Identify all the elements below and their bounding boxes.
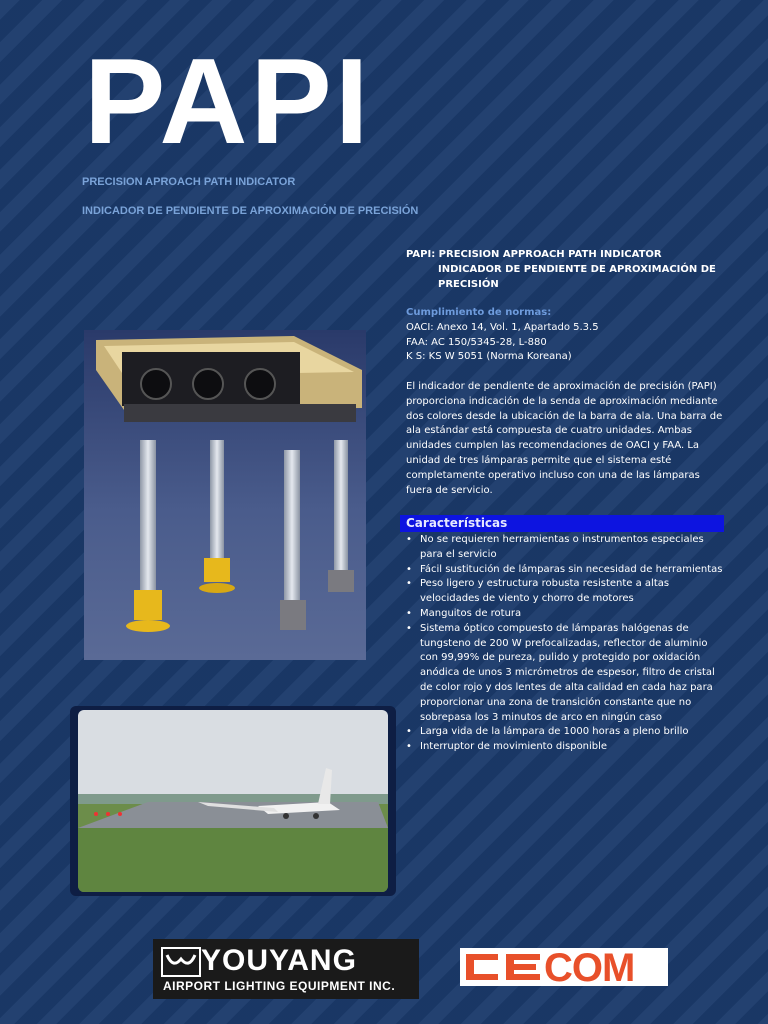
papi-unit-photo	[84, 330, 366, 660]
norm-item: K S: KS W 5051 (Norma Koreana)	[406, 351, 572, 363]
bullet-icon: •	[406, 607, 412, 619]
runway-photo	[70, 706, 396, 896]
list-item-text: Larga vida de la lámpara de 1000 horas a pleno brillo	[420, 726, 689, 738]
cecom-ce-mark-icon	[462, 948, 546, 986]
features-heading: Características	[400, 515, 724, 532]
list-item	[406, 622, 724, 726]
cecom-logo	[460, 946, 668, 990]
papi-header-line2: INDICADOR DE PENDIENTE DE APROXIMACIÓN DE	[438, 263, 716, 275]
runway-illustration	[78, 710, 388, 892]
papi-unit-illustration	[84, 330, 366, 660]
list-item	[406, 563, 724, 578]
bullet-icon: •	[406, 726, 412, 738]
norms-section	[406, 306, 724, 365]
list-item	[406, 725, 724, 740]
list-item-text: Interruptor de movimiento disponible	[420, 741, 608, 753]
bullet-icon: •	[406, 578, 412, 590]
bullet-icon: •	[406, 534, 412, 545]
list-item-text: Manguitos de rotura	[420, 607, 522, 619]
description-paragraph: El indicador de pendiente de aproximación de precisión (PAPI) proporciona indicación de la senda de aproximación mediante dos colores desde la ubicación de la barra de ala. Una barra de ala estándar está compuesta de cuatro unidades. Ambas unidades cumplen las recomendaciones de OACI y FAA. La unidad de tres lámparas permite que el sistema esté completamente operativo incluso con una de las lámparas fuera de servicio.	[406, 381, 723, 496]
subtitle-spanish: INDICADOR DE PENDIENTE DE APROXIMACIÓN DE PRECISIÓN	[82, 205, 419, 217]
subtitle-english: PRECISION APROACH PATH INDICATOR	[82, 176, 296, 188]
features-list	[406, 533, 724, 755]
youyang-logo	[153, 939, 419, 999]
list-item-text: Sistema óptico compuesto de lámparas halógenas de tungsteno de 200 W prefocalizadas, reflector de aluminio con 99,99% de pureza, pulido y protegido por oxidación anódica de unos 3 micrómetros de espesor, filtro de cristal de color rojo y dos lentes de alta calidad en cada haz para proporcionar una zona de transición constante que no sobrepasa los 3 minutos de arco en ningún caso	[420, 622, 715, 723]
papi-header-line1: PAPI: PRECISION APPROACH PATH INDICATOR	[406, 249, 662, 260]
list-item	[406, 607, 724, 622]
norms-heading: Cumplimiento de normas:	[406, 307, 552, 318]
list-item-text: Peso ligero y estructura robusta resistente a altas velocidades de viento y chorro de motores	[420, 578, 670, 605]
bullet-icon: •	[406, 563, 412, 575]
youyang-tagline: AIRPORT LIGHTING EQUIPMENT INC.	[163, 979, 396, 993]
list-item	[406, 740, 724, 755]
list-item-text: Fácil sustitución de lámparas sin necesidad de herramientas	[420, 563, 723, 575]
cecom-wordmark: COM	[544, 946, 635, 990]
page-title: PAPI	[84, 33, 372, 169]
papi-header	[406, 248, 724, 292]
norm-item: OACI: Anexo 14, Vol. 1, Apartado 5.3.5	[406, 321, 599, 333]
papi-header-line3: PRECISIÓN	[438, 278, 499, 290]
youyang-wordmark: YOUYANG	[201, 944, 357, 977]
youyang-emblem-icon	[161, 947, 201, 977]
bullet-icon: •	[406, 741, 412, 753]
list-item	[406, 533, 724, 563]
bullet-icon: •	[406, 622, 412, 634]
norm-item: FAA: AC 150/5345-28, L-880	[406, 336, 547, 348]
list-item-text: No se requieren herramientas o instrumentos especiales para el servicio	[420, 534, 704, 560]
list-item	[406, 577, 724, 607]
